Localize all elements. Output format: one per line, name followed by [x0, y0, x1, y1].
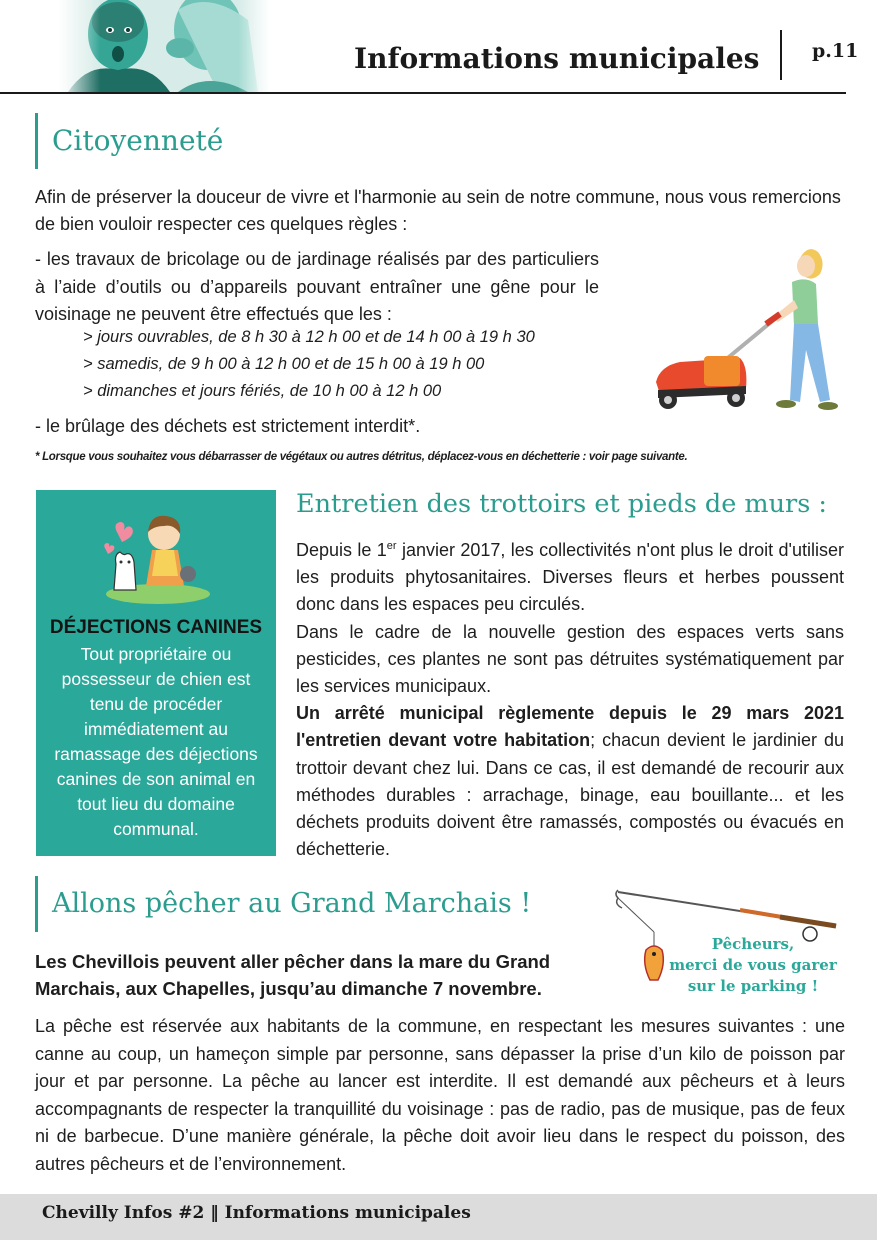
parking-note-line-3: sur le parking ! — [687, 977, 819, 995]
p3-bold: Un arrêté municipal règlemente depuis le 29 mars 2021 l'entretien devant votre habitation — [296, 703, 844, 751]
header-divider — [780, 30, 782, 80]
peche-lead: Les Chevillois peuvent aller pêcher dans la mare du Grand Marchais, aux Chapelles, jusqu’au dimanche 7 novembre. — [35, 951, 551, 999]
parking-note-line-2: merci de vous garer — [669, 956, 837, 974]
dejections-box — [36, 490, 276, 856]
peche-body: La pêche est réservée aux habitants de la commune, en respectant les mesures suivantes : une canne au coup, un hameçon simple par personne, sans dépasser la prise d’un kilo de poisson par jour et par personne. La pêche au lancer est interdite. Il est demandé aux pêcheurs et à leurs accompagnants de respecter la tranquillité du voisinage : pas de radio, pas de musique, pas de feux ni de barbecue. D’une manière générale, la pêche doit avoir lieu dans le respect du poisson, des autres pêcheurs et de l’environnement. — [35, 1016, 845, 1174]
citoyennete-heading-bar — [35, 113, 223, 169]
peche-heading-bar — [35, 876, 531, 932]
dejections-title: DÉJECTIONS CANINES — [49, 617, 263, 638]
trottoirs-paragraph-3 — [296, 700, 844, 863]
dog-girl-illustration — [96, 506, 216, 606]
dejections-text: Tout propriétaire ou possesseur de chien est tenu de procéder immédiatement au ramassage des déjections canines de son animal en tout lieu du domaine communal. — [54, 644, 258, 839]
footer-publication: Chevilly Infos #2 — [42, 1203, 205, 1223]
footer-separator: ‖ — [210, 1203, 219, 1223]
citoyennete-intro: Afin de préserver la douceur de vivre et l'harmonie au sein de notre commune, nous vous remercions de bien vouloir respecter ces quelques règles : — [35, 187, 841, 234]
header-rule — [0, 92, 846, 94]
page-title: Informations municipales — [354, 42, 760, 75]
p1-start: Depuis le 1 — [296, 540, 387, 560]
fish-icon — [645, 946, 664, 980]
trottoirs-paragraph-1 — [296, 533, 844, 619]
fishing-illustration — [610, 884, 850, 995]
trottoirs-body — [296, 533, 844, 863]
citoyennete-title: Citoyenneté — [52, 124, 224, 157]
header-photo — [58, 0, 270, 92]
hours-weekdays: > jours ouvrables, de 8 h 30 à 12 h 00 et de 14 h 00 à 19 h 30 — [83, 328, 535, 346]
citoyennete-footnote: * Lorsque vous souhaitez vous débarrasser de végétaux ou autres détritus, déplacez-vous en déchetterie : voir page suivante. — [35, 451, 688, 463]
footer-bar — [0, 1194, 877, 1240]
parking-note-line-1: Pêcheurs, — [711, 935, 795, 953]
people-whisper-illustration — [58, 0, 270, 92]
heart-icon — [115, 522, 132, 542]
trottoirs-paragraph-2: Dans le cadre de la nouvelle gestion des espaces verts sans pesticides, ces plantes ne sont pas détruites systématiquement par les services municipaux. — [296, 621, 844, 697]
lawn-mower-illustration — [640, 240, 850, 415]
rule-burning: - le brûlage des déchets est strictement interdit*. — [35, 416, 421, 436]
page-number: p.11 — [812, 40, 859, 62]
peche-title: Allons pêcher au Grand Marchais ! — [52, 888, 532, 919]
heart-icon — [104, 543, 114, 554]
parking-note — [666, 934, 840, 997]
hours-sundays: > dimanches et jours fériés, de 10 h 00 à 12 h 00 — [83, 382, 442, 400]
p1-rest: janvier 2017, les collectivités n'ont plus le droit d'utiliser les produits phytosanitaires. Diverses fleurs et herbes poussent donc dans les espaces peu circulés. — [296, 540, 844, 615]
p1-sup: er — [386, 540, 397, 552]
footer-text — [42, 1203, 471, 1223]
rule-bricolage: - les travaux de bricolage ou de jardinage réalisés par des particuliers à l’aide d’outils ou d’appareils pouvant entraîner une gêne pour le voisinage ne peuvent être effectués que les : — [35, 249, 599, 324]
hours-saturdays: > samedis, de 9 h 00 à 12 h 00 et de 15 h 00 à 19 h 00 — [83, 355, 485, 373]
p3-rest: ; chacun devient le jardinier du trottoir devant chez lui. Dans ce cas, il est demandé de recourir aux méthodes durables : arrachage, binage, eau bouillante... et les déchets produits doivent être ramassés, compostés ou évacués en déchetterie. — [296, 730, 845, 860]
footer-section: Informations municipales — [224, 1203, 471, 1223]
trottoirs-title: Entretien des trottoirs et pieds de murs : — [296, 489, 827, 519]
